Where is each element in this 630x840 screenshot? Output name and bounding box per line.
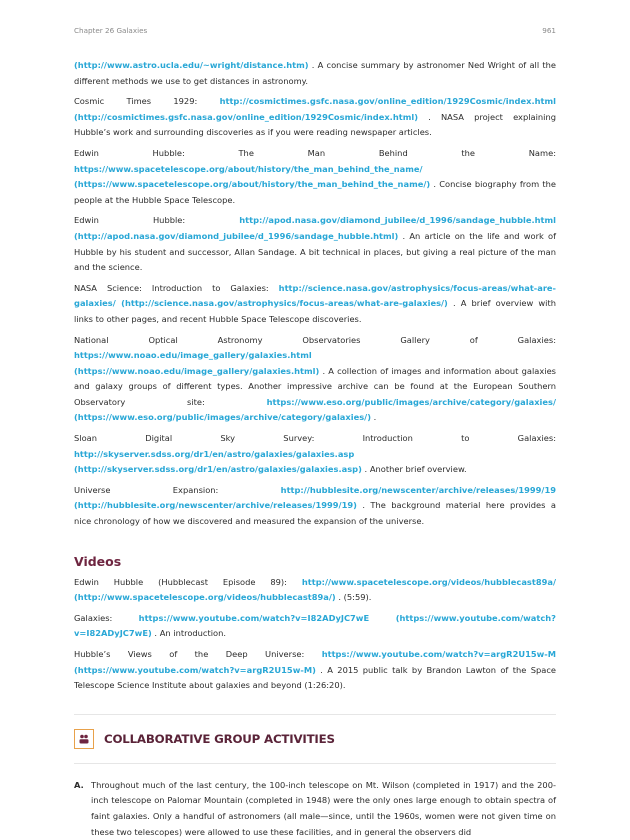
resource-description: . Concise biography from the people at the Hubble Space Telescope. <box>74 179 556 205</box>
resource-description: . Another brief overview. <box>361 464 467 475</box>
page-number: 961 <box>542 26 556 35</box>
resource-entry <box>74 213 556 275</box>
chapter-title: Chapter 26 Galaxies <box>74 26 148 35</box>
resource-link[interactable]: https://www.youtube.com/watch?v=I82ADyJC7wE (https://www.youtube.com/watch?v=I82ADyJC7wE) <box>74 612 556 639</box>
resource-link[interactable]: http://skyserver.sdss.org/dr1/en/astro/galaxies/galaxies.asp (http://skyserver.sdss.org/dr1/en/astro/galaxies/galaxies.asp) <box>74 448 362 475</box>
resource-description: National Optical Astronomy Observatories Gallery of Galaxies: <box>74 334 556 345</box>
resource-description: . <box>371 412 377 423</box>
resource-description: NASA Science: Introduction to Galaxies: <box>74 282 279 293</box>
resource-description: . A brief overview with links to other pages, and recent Hubble Space Telescope discoveries. <box>74 298 556 324</box>
resource-link[interactable]: (http://www.astro.ucla.edu/~wright/distance.htm) <box>74 60 309 70</box>
videos-heading: Videos <box>74 553 122 569</box>
activity-label: A. <box>74 779 84 790</box>
video-list <box>74 575 556 694</box>
resource-entry <box>74 94 556 141</box>
page-content <box>74 58 556 840</box>
resource-entry <box>74 647 556 694</box>
group-activity-icon <box>74 729 94 749</box>
resource-entry <box>74 58 556 89</box>
resource-description: Sloan Digital Sky Survey: Introduction to Galaxies: <box>74 433 556 444</box>
resource-description: Edwin Hubble: <box>74 215 240 226</box>
resource-entry <box>74 333 556 427</box>
running-header <box>74 26 556 35</box>
collaborative-title: COLLABORATIVE GROUP ACTIVITIES <box>104 731 335 746</box>
resource-entry <box>74 281 556 328</box>
resource-description: . (5:59). <box>335 592 372 603</box>
resource-entry <box>74 611 556 642</box>
resource-entry <box>74 483 556 530</box>
resource-description: Galaxies: <box>74 612 139 623</box>
resource-description: . NASA project explaining Hubble’s work and surrounding discoveries as if you were reading newspaper articles. <box>74 111 556 138</box>
resource-description: Edwin Hubble: The Man Behind the Name: <box>74 147 556 158</box>
resource-link[interactable]: http://hubblesite.org/newscenter/archive/releases/1999/19 (http://hubblesite.org/newscenter/archive/releases/1999/19) <box>74 484 556 511</box>
activity-text: Throughout much of the last century, the 100-inch telescope on Mt. Wilson (completed in 1917) and the 200-inch telescope on Palomar Mountain (completed in 1948) were the only ones large enough to obtain spectra of faint galaxies. Only a handful of astronomers (all male—since, until the 1960s, women were not given time on these two telescopes) were allowed to use these facilities, and in general the observers did <box>91 779 556 837</box>
activity-item <box>74 778 556 840</box>
resource-description: . An introduction. <box>151 628 227 639</box>
resource-entry <box>74 146 556 208</box>
resource-description: Edwin Hubble (Hubblecast Episode 89): <box>74 576 302 587</box>
resource-description: . An article on the life and work of Hubble by his student and successor, Allan Sandage. A bit technical in places, but giving a real picture of the man and the science. <box>74 230 556 273</box>
resource-description: Cosmic Times 1929: <box>74 96 220 107</box>
resource-link[interactable]: http://science.nasa.gov/astrophysics/focus-areas/what-are-galaxies/ (http://science.nasa.gov/astrophysics/focus-areas/what-are-galaxies/) <box>74 282 556 309</box>
resource-link[interactable]: https://www.noao.edu/image_gallery/galaxies.html (https://www.noao.edu/image_gallery/galaxies.html) <box>74 350 320 376</box>
resource-link[interactable]: https://www.spacetelescope.org/about/history/the_man_behind_the_name/ (https://www.spacetelescope.org/about/history/the_man_behind_the_name/) <box>74 163 431 190</box>
resource-description: . A concise summary by astronomer Ned Wright of all the different methods we use to get distances in astronomy. <box>74 60 556 86</box>
divider <box>74 714 556 715</box>
divider <box>74 763 556 764</box>
collaborative-header <box>74 725 556 753</box>
resource-description: . The background material here provides a nice chronology of how we discovered and measured the expansion of the universe. <box>74 500 556 527</box>
resource-link[interactable]: http://apod.nasa.gov/diamond_jubilee/d_1996/sandage_hubble.html (http://apod.nasa.gov/diamond_jubilee/d_1996/sandage_hubble.html) <box>74 215 556 241</box>
resource-description: . A 2015 public talk by Brandon Lawton of the Space Telescope Science Institute about galaxies and beyond (1:26:20). <box>74 664 556 691</box>
resource-link[interactable]: https://www.youtube.com/watch?v=argR2U15w-M (https://www.youtube.com/watch?v=argR2U15w-M) <box>74 649 556 675</box>
resource-description: . A collection of images and information about galaxies and galaxy groups of different types. Another impressive archive can be found at the European Southern Observatory site: <box>74 365 556 407</box>
resource-link[interactable]: http://www.spacetelescope.org/videos/hubblecast89a/ (http://www.spacetelescope.org/videos/hubblecast89a/) <box>74 576 556 603</box>
resource-entry <box>74 575 556 606</box>
resource-description: Hubble’s Views of the Deep Universe: <box>74 649 322 659</box>
resource-link[interactable]: https://www.eso.org/public/images/archive/category/galaxies/ (https://www.eso.org/public/images/archive/category/galaxies/) <box>74 396 556 423</box>
resource-link[interactable]: http://cosmictimes.gsfc.nasa.gov/online_edition/1929Cosmic/index.html (http://cosmictimes.gsfc.nasa.gov/online_edition/1929Cosmic/index.html) <box>74 96 556 122</box>
resource-description: Universe Expansion: <box>74 484 281 495</box>
resource-list <box>74 58 556 530</box>
resource-entry <box>74 431 556 478</box>
